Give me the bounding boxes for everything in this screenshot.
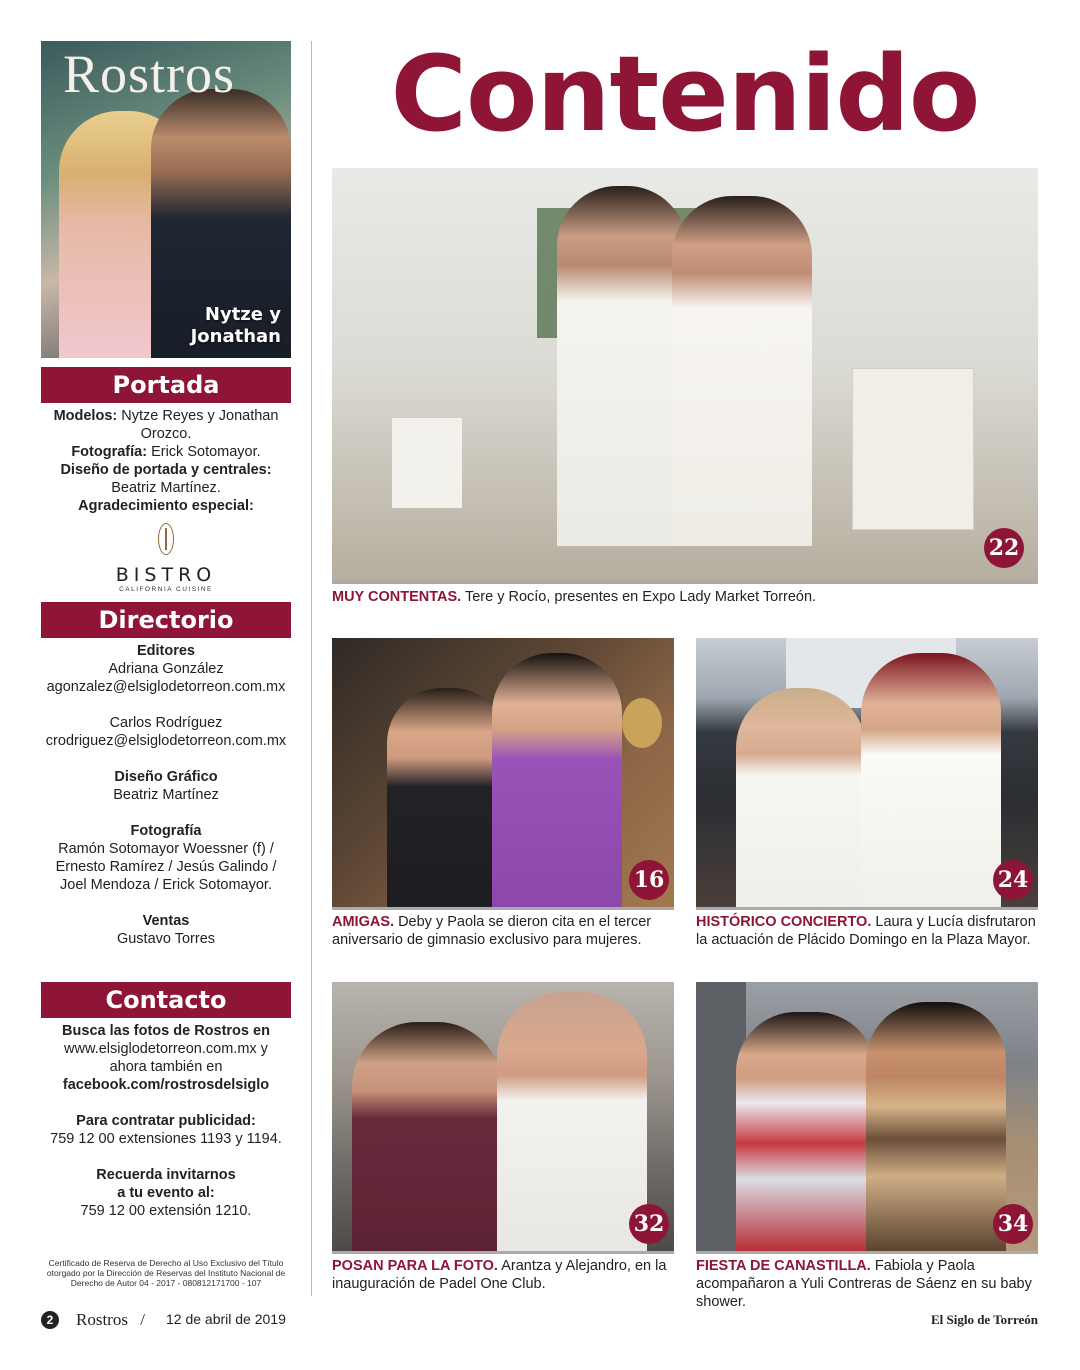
portada-agradecimiento: Agradecimiento especial:	[78, 498, 254, 514]
column-divider	[311, 41, 312, 1296]
story3-page-badge: 24	[993, 860, 1033, 900]
contacto-heading: Contacto	[41, 982, 291, 1018]
diseno-label: Diseño Gráfico	[114, 769, 218, 785]
story1-person-right	[672, 196, 812, 546]
story1-caption	[332, 588, 1038, 606]
cover-names	[191, 304, 281, 348]
story2-photo	[332, 638, 674, 910]
story4-caption-head: POSAN PARA LA FOTO.	[332, 1258, 498, 1274]
editor1-email: agonzalez@elsiglodetorreon.com.mx	[46, 679, 286, 695]
story2-caption-head: AMIGAS.	[332, 914, 395, 930]
bistro-logo-word: BISTRO	[115, 564, 217, 586]
portada-diseno-value: Beatriz Martínez.	[111, 480, 221, 496]
fotografia-line3: Joel Mendoza / Erick Sotomayor.	[60, 877, 272, 893]
story5-page-badge: 34	[993, 1204, 1033, 1244]
story3-caption	[696, 913, 1038, 949]
invitar-line2: a tu evento al:	[117, 1185, 215, 1201]
certificado-text: Certificado de Reserva de Derecho al Uso Exclusivo del Título otorgado por la Dirección de Reservas del Instituto Nacional de Derecho de Autor 04 - 2017 - 080812171700 - 107	[46, 1258, 286, 1288]
story2-person-right	[492, 653, 622, 907]
story2-person-left	[387, 688, 507, 907]
footer-brand	[76, 1310, 145, 1330]
directorio-list	[41, 642, 291, 948]
story5-person-right	[866, 1002, 1006, 1251]
story1-photo	[332, 168, 1038, 584]
portada-modelos: Modelos: Nytze Reyes y Jonathan Orozco.	[53, 408, 279, 442]
cover-masthead: Rostros	[63, 44, 236, 104]
diseno-name: Beatriz Martínez	[113, 787, 219, 803]
portada-diseno-label: Diseño de portada y centrales:	[60, 462, 272, 478]
story2-page-badge: 16	[629, 860, 669, 900]
portada-credits	[41, 407, 291, 515]
publicidad-value: 759 12 00 extensiones 1193 y 1194.	[50, 1131, 282, 1147]
story3-person-left	[736, 688, 866, 907]
story5-caption-head: FIESTA DE CANASTILLA.	[696, 1258, 871, 1274]
footer-brand-name: Rostros	[76, 1310, 128, 1329]
page-title: Contenido	[390, 33, 980, 155]
story1-caption-head: MUY CONTENTAS.	[332, 589, 462, 605]
bistro-logo-icon	[158, 523, 174, 555]
cover-names-line1: Nytze y	[204, 304, 281, 325]
story4-photo	[332, 982, 674, 1254]
editor1-name: Adriana González	[108, 661, 224, 677]
cover-image	[41, 41, 291, 358]
publicidad-label: Para contratar publicidad:	[76, 1113, 256, 1129]
cover-names-line2: Jonathan	[190, 326, 281, 347]
story4-person-right	[497, 992, 647, 1251]
story1-page-badge: 22	[984, 528, 1024, 568]
fotografia-line2: Ernesto Ramírez / Jesús Galindo /	[55, 859, 277, 875]
story5-person-left	[736, 1012, 876, 1251]
contacto-busca-line3: ahora también en	[109, 1059, 223, 1075]
story3-caption-head: HISTÓRICO CONCIERTO.	[696, 914, 872, 930]
contacto-facebook-link[interactable]: facebook.com/rostrosdelsiglo	[62, 1077, 270, 1093]
story4-caption	[332, 1257, 674, 1293]
editor2-email: crodriguez@elsiglodetorreon.com.mx	[45, 733, 287, 749]
story1-display-stand	[392, 418, 462, 508]
story2-caption-text: Deby y Paola se dieron cita en el tercer aniversario de gimnasio exclusivo para mujeres.	[332, 914, 652, 948]
story1-jewelry-rack	[852, 368, 974, 530]
fotografia-label: Fotografía	[130, 823, 202, 839]
story2-lion-ornament	[622, 698, 662, 748]
footer-date: 12 de abril de 2019	[166, 1311, 286, 1327]
directorio-heading: Directorio	[41, 602, 291, 638]
contacto-website-link[interactable]: www.elsiglodetorreon.com.mx y	[64, 1041, 268, 1057]
footer-separator: /	[140, 1310, 145, 1329]
story4-caption-text: Arantza y Alejandro, en la inauguración de Padel One Club.	[332, 1258, 667, 1292]
invitar-line1: Recuerda invitarnos	[96, 1167, 236, 1183]
story1-caption-text: Tere y Rocío, presentes en Expo Lady Market Torreón.	[464, 589, 817, 605]
page-number: 2	[41, 1311, 59, 1329]
portada-heading: Portada	[41, 367, 291, 403]
story5-caption	[696, 1257, 1038, 1311]
story3-caption-text: Laura y Lucía disfrutaron la actuación de Plácido Domingo en la Plaza Mayor.	[696, 914, 1036, 948]
invitar-value: 759 12 00 extensión 1210.	[80, 1203, 252, 1219]
story1-person-left	[557, 186, 687, 546]
editor2-name: Carlos Rodríguez	[109, 715, 223, 731]
ventas-name: Gustavo Torres	[116, 931, 216, 947]
story3-photo	[696, 638, 1038, 910]
story5-photo	[696, 982, 1038, 1254]
ventas-label: Ventas	[142, 913, 190, 929]
contacto-info	[41, 1022, 291, 1220]
bistro-logo-sub: CALIFORNIA CUISINE	[119, 586, 213, 593]
contacto-busca-line1: Busca las fotos de Rostros en	[62, 1023, 270, 1039]
story4-page-badge: 32	[629, 1204, 669, 1244]
story5-caption-text: Fabiola y Paola acompañaron a Yuli Contreras de Sáenz en su baby shower.	[696, 1258, 1032, 1310]
bistro-logo	[41, 523, 291, 593]
fotografia-line1: Ramón Sotomayor Woessner (f) /	[58, 841, 274, 857]
footer-publisher: El Siglo de Torreón	[930, 1312, 1038, 1327]
story2-caption	[332, 913, 674, 949]
editores-label: Editores	[136, 643, 195, 659]
portada-fotografia: Fotografía: Erick Sotomayor.	[71, 444, 261, 460]
story4-person-left	[352, 1022, 502, 1251]
story3-person-right	[861, 653, 1001, 907]
